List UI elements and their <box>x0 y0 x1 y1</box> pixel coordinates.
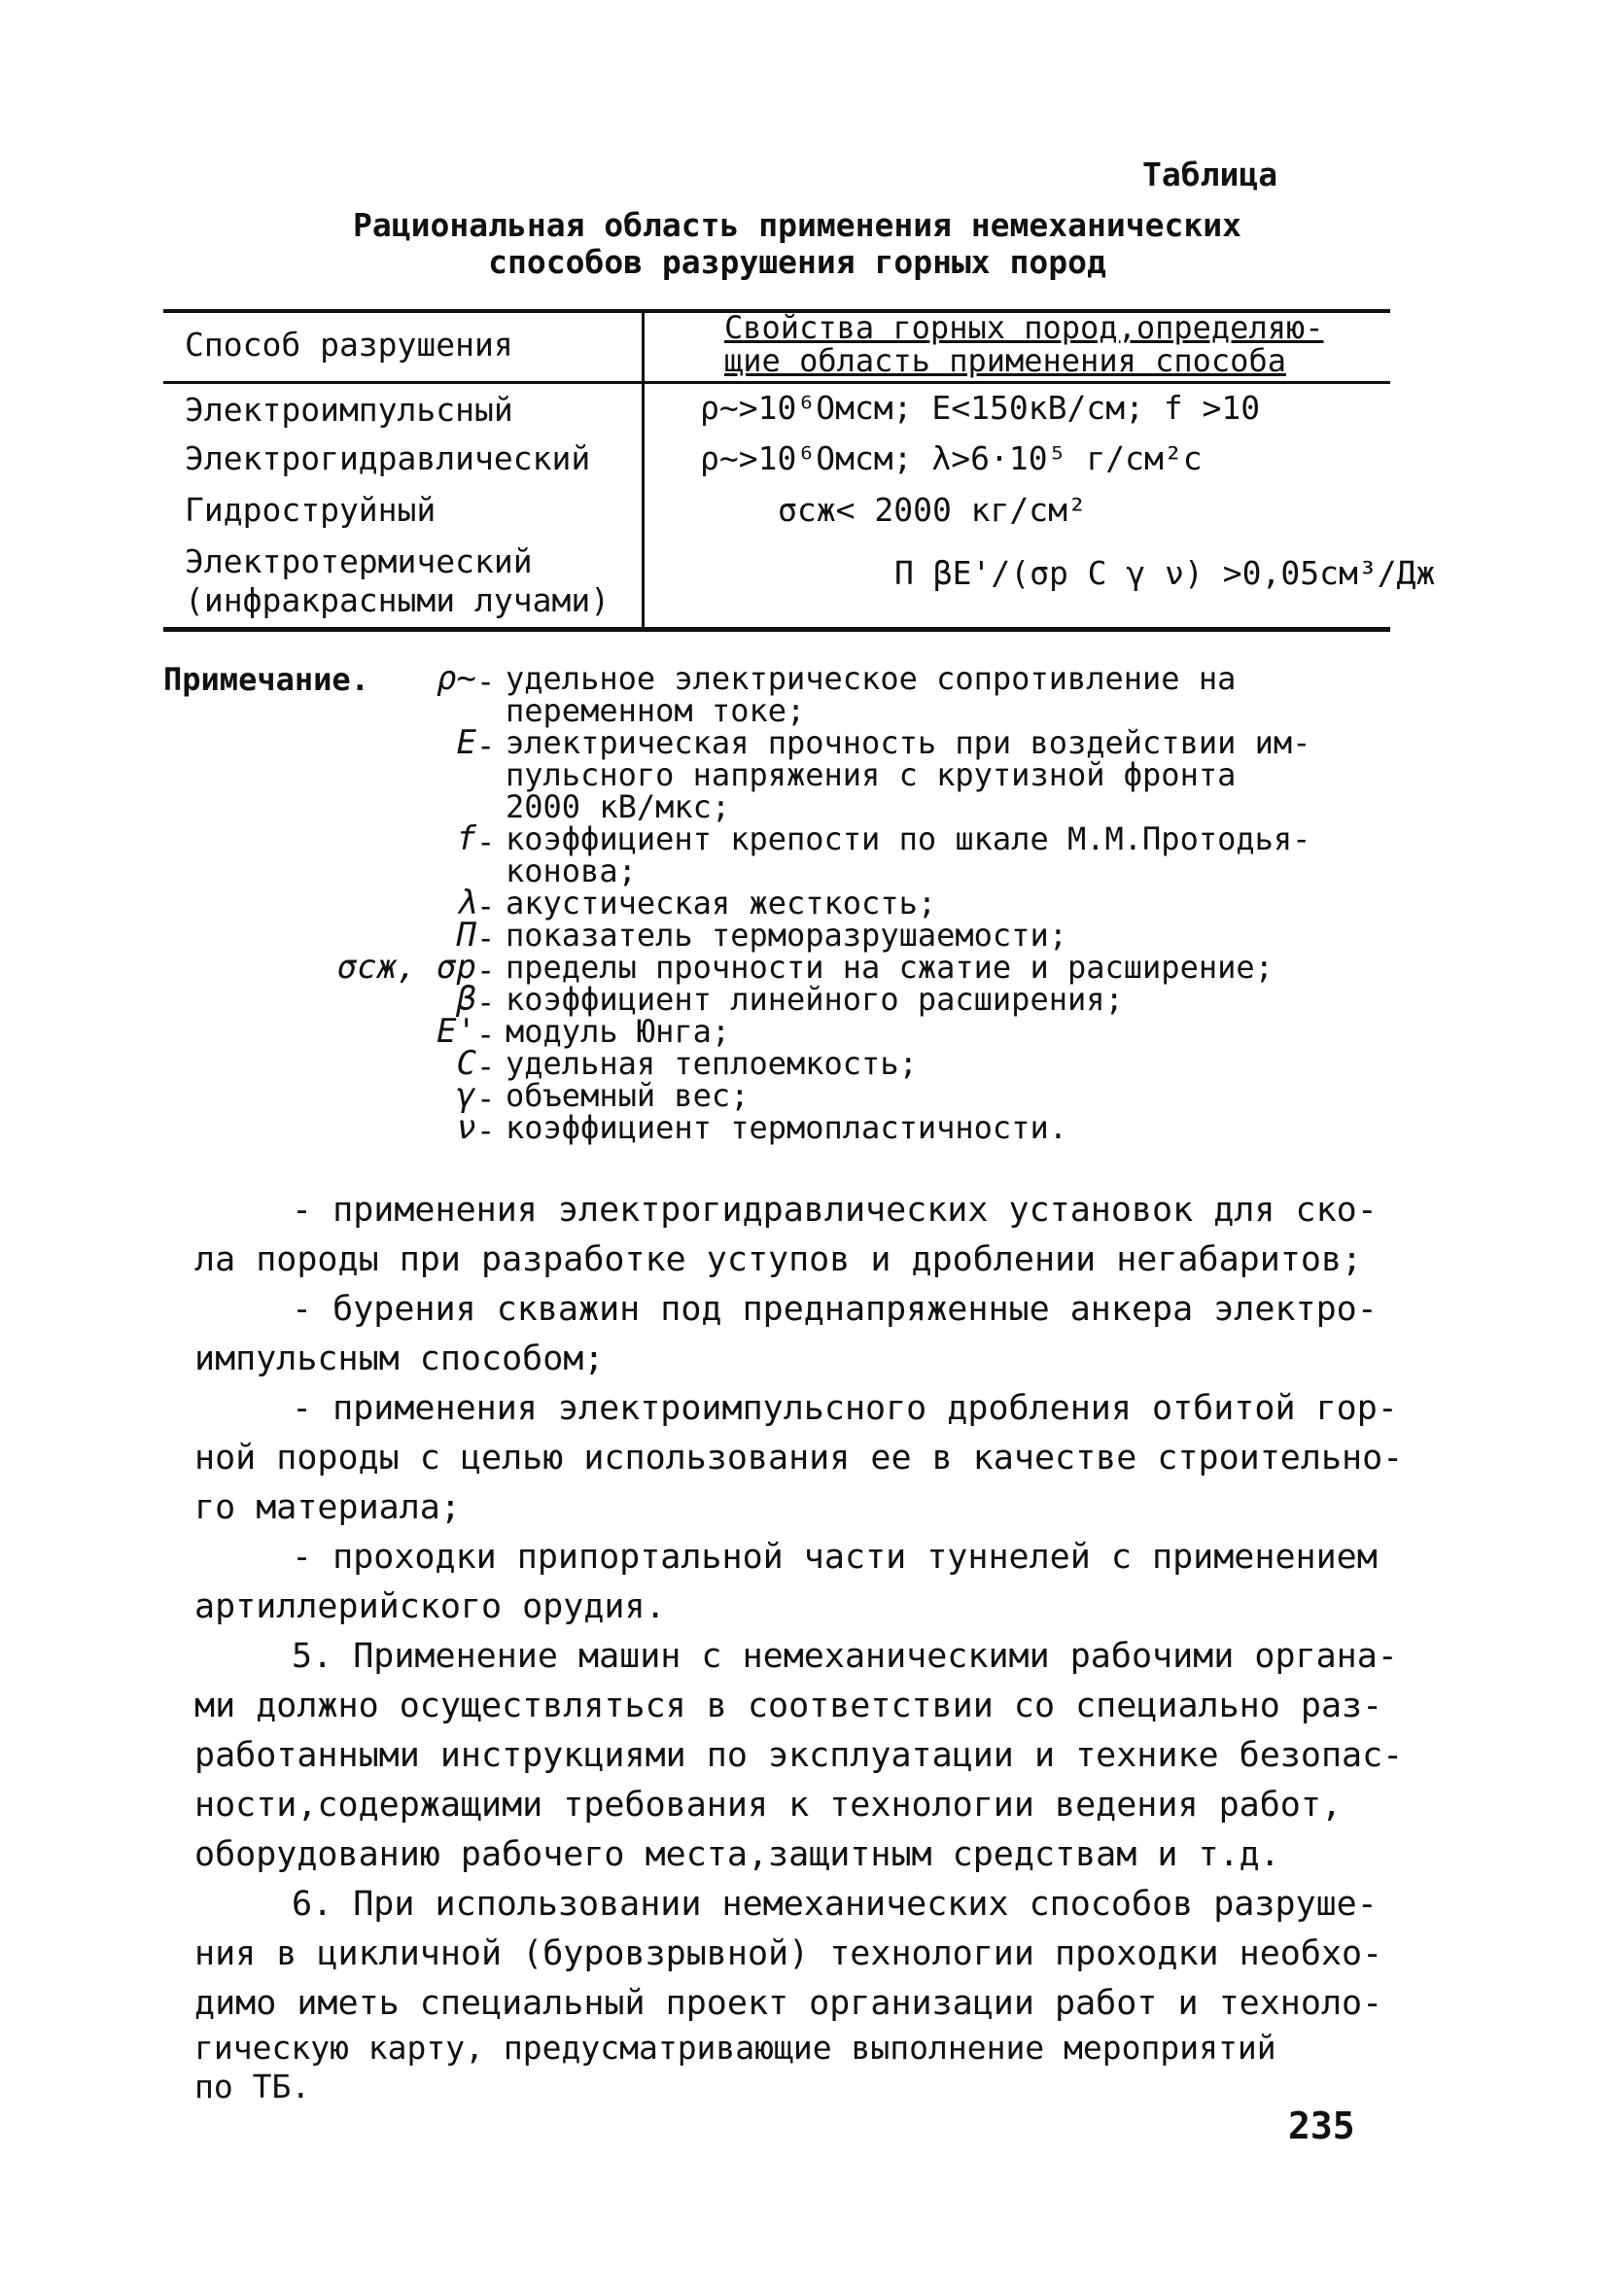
body-line: работанными инструкциями по эксплуатации и технике безопас- <box>194 1736 1404 1775</box>
note-symbol: E' <box>437 1012 476 1051</box>
note-definition-line: переменном токе; <box>506 692 806 729</box>
body-line: - проходки припортальной части туннелей с применением <box>292 1538 1378 1577</box>
body-line: - применения электрогидравлических установок для ско- <box>292 1191 1378 1230</box>
table-method-cell: Электроимпульсный <box>185 391 513 429</box>
body-line: го материала; <box>194 1488 461 1527</box>
body-line: ми должно осуществляться в соответствии со специально раз- <box>194 1687 1383 1725</box>
note-symbol: C <box>456 1044 476 1083</box>
note-dash: - <box>476 1016 496 1053</box>
note-dash: - <box>476 920 496 957</box>
body-line: по ТБ. <box>194 2068 311 2105</box>
table-criterion-cell: ρ∼>10⁶Омсм; λ>6·10⁵ г/см²с <box>700 439 1203 477</box>
table-header-properties-line2: щие область применения способа <box>724 342 1286 379</box>
body-line: 5. Применение машин с немеханическими рабочими органа- <box>292 1637 1398 1676</box>
note-definition-line: показатель терморазрушаемости; <box>506 917 1067 954</box>
note-definition-line: удельное электрическое сопротивление на <box>506 660 1237 697</box>
note-definition-line: коэффициент термопластичности. <box>506 1109 1067 1146</box>
note-dash: - <box>476 952 496 989</box>
table-header-rule <box>163 381 1390 384</box>
body-line: ности,содержащими требования к технологии ведения работ, <box>194 1786 1343 1825</box>
body-line: ной породы с целью использования ее в качестве строительно- <box>194 1439 1404 1478</box>
body-line: импульсным способом; <box>194 1339 605 1378</box>
note-symbol: λ <box>456 884 476 922</box>
body-text <box>194 1186 1404 2106</box>
note-dash: - <box>476 823 496 860</box>
note-symbol: П <box>456 916 476 955</box>
body-line: - бурения скважин под преднапряженные анкера электро- <box>292 1290 1378 1329</box>
note-symbol: E <box>456 723 476 762</box>
body-line: ла породы при разработке уступов и дроблении негабаритов; <box>194 1240 1363 1279</box>
table-header-properties-line1: Свойства горных пород,определяю- <box>724 309 1324 346</box>
note-definition-line: объемный вес; <box>506 1077 750 1114</box>
note-dash: - <box>476 727 496 764</box>
note-dash: - <box>476 984 496 1021</box>
note-definition-line: пульсного напряжения с крутизной фронта <box>506 756 1237 793</box>
table-column-divider <box>642 309 645 630</box>
note-symbol: f <box>456 819 476 858</box>
note-symbol: ν <box>456 1108 476 1147</box>
note-symbol: σсж, σр <box>336 948 476 987</box>
table-header-method: Способ разрушения <box>185 326 513 364</box>
table-criterion-cell: П βE'/(σр C γ ν) >0,05см³/Дж <box>894 554 1436 592</box>
page-number: 235 <box>1288 2105 1355 2147</box>
table-method-cell: Электрогидравлический <box>185 439 591 477</box>
body-line: димо иметь специальный проект организации работ и техноло- <box>194 1984 1383 2023</box>
body-line: оборудованию рабочего места,защитным средствам и т.д. <box>194 1835 1280 1874</box>
table-title-line-2: способов разрушения горных пород <box>488 243 1106 281</box>
note-definition-line: 2000 кВ/мкс; <box>506 788 731 825</box>
note-definition-line: удельная теплоемкость; <box>506 1045 918 1082</box>
note-definition-line: акустическая жесткость; <box>506 885 937 922</box>
note-definition-line: электрическая прочность при воздействии им- <box>506 724 1311 761</box>
note-definition-line: конова; <box>506 852 637 889</box>
body-line: артиллерийского орудия. <box>194 1587 666 1626</box>
note-symbol: γ <box>456 1076 476 1115</box>
note-dash: - <box>476 663 496 700</box>
note-definition-line: модуль Юнга; <box>506 1013 731 1050</box>
table-bottom-rule <box>163 627 1390 632</box>
body-line: ния в цикличной (буровзрывной) технологии проходки необхо- <box>194 1934 1383 1973</box>
note-definition-line: коэффициент крепости по шкале М.М.Протодья- <box>506 820 1311 857</box>
note-dash: - <box>476 1080 496 1117</box>
note-dash: - <box>476 887 496 924</box>
note-dash: - <box>476 1048 496 1085</box>
note-definition-line: коэффициент линейного расширения; <box>506 981 1124 1018</box>
body-line: 6. При использовании немеханических способов разруше- <box>292 1885 1378 1924</box>
body-line: гическую карту, предусматривающие выполнение мероприятий <box>194 2029 1276 2067</box>
table-criterion-cell: ρ∼>10⁶Омсм; E<150кВ/см; f >10 <box>700 389 1261 427</box>
table-method-cell: Гидроструйный <box>185 491 437 529</box>
note-label: Примечание. <box>163 661 369 698</box>
note-symbol: β <box>456 980 476 1019</box>
note-symbol: ρ∼ <box>437 659 476 698</box>
table-label: Таблица <box>1142 156 1278 193</box>
table-header-properties <box>724 311 1324 377</box>
table-criterion-cell: σсж< 2000 кг/см² <box>778 491 1087 529</box>
table-method-cell: (инфракрасными лучами) <box>185 581 611 619</box>
body-line: - применения электроимпульсного дробления отбитой гор- <box>292 1389 1398 1428</box>
note-dash: - <box>476 1112 496 1149</box>
table-method-cell: Электротермический <box>185 542 533 580</box>
note-definition-line: пределы прочности на сжатие и расширение; <box>506 949 1274 986</box>
table-title-line-1: Рациональная область применения немеханических <box>353 206 1241 244</box>
